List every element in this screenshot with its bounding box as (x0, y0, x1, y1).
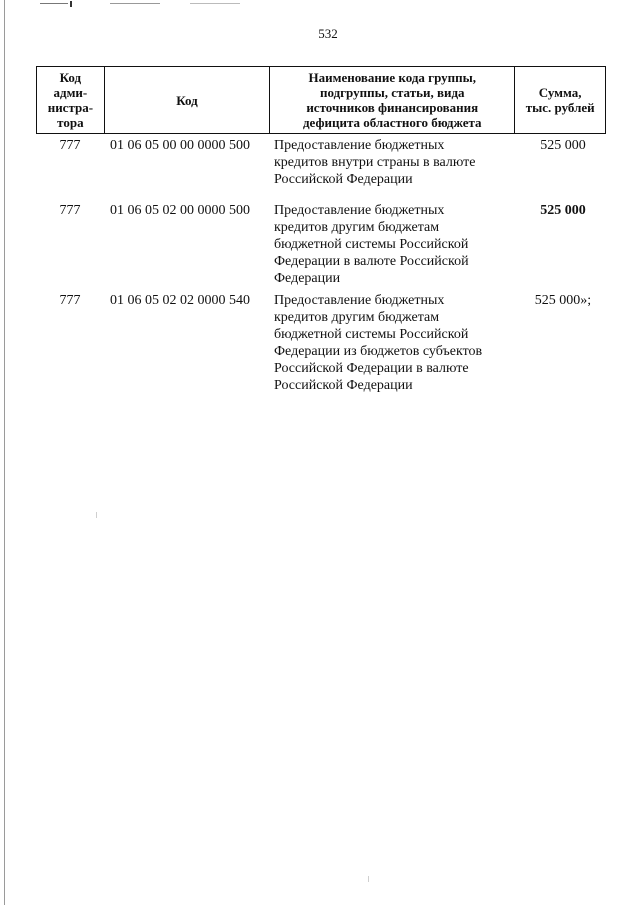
row-name: Предоставление бюджетных кредитов другим бюджетам бюджетной системы Российской Федерации в валюте Российской Федерации (274, 203, 469, 286)
header-amount: Сумма, тыс. рублей (525, 85, 595, 115)
table-row (36, 292, 606, 432)
table-row (36, 202, 606, 292)
scan-tick-mark (70, 1, 72, 7)
scan-speck (368, 876, 369, 882)
row-name: Предоставление бюджетных кредитов внутри страны в валюте Российской Федерации (274, 138, 476, 187)
scan-left-edge (4, 0, 5, 905)
header-admin-code: Код адми- нистра- тора (37, 67, 105, 133)
header-code: Код (105, 67, 270, 133)
page-number: 532 (318, 26, 338, 41)
row-admin-code: 777 (59, 293, 81, 308)
row-amount: 525 000»; (534, 293, 592, 308)
row-amount: 525 000 (540, 138, 586, 153)
row-name: Предоставление бюджетных кредитов другим бюджетам бюджетной системы Российской Федерации из бюджетов субъектов Российской Федерации в валюте Российской Федерации (274, 293, 483, 393)
scan-speck (96, 512, 97, 518)
table-header-row (36, 66, 606, 134)
row-admin-code: 777 (59, 203, 81, 218)
row-admin-code: 777 (59, 138, 81, 153)
row-code: 01 06 05 02 00 0000 500 (110, 203, 250, 218)
table-row (36, 137, 606, 202)
row-code: 01 06 05 00 00 0000 500 (110, 138, 250, 153)
row-amount: 525 000 (540, 203, 586, 218)
row-code: 01 06 05 02 02 0000 540 (110, 293, 250, 308)
header-name: Наименование кода группы, подгруппы, статьи, вида источников финансирования дефицита областного бюджета (270, 67, 515, 133)
scan-top-mark (40, 3, 400, 4)
budget-sources-table (36, 66, 606, 432)
